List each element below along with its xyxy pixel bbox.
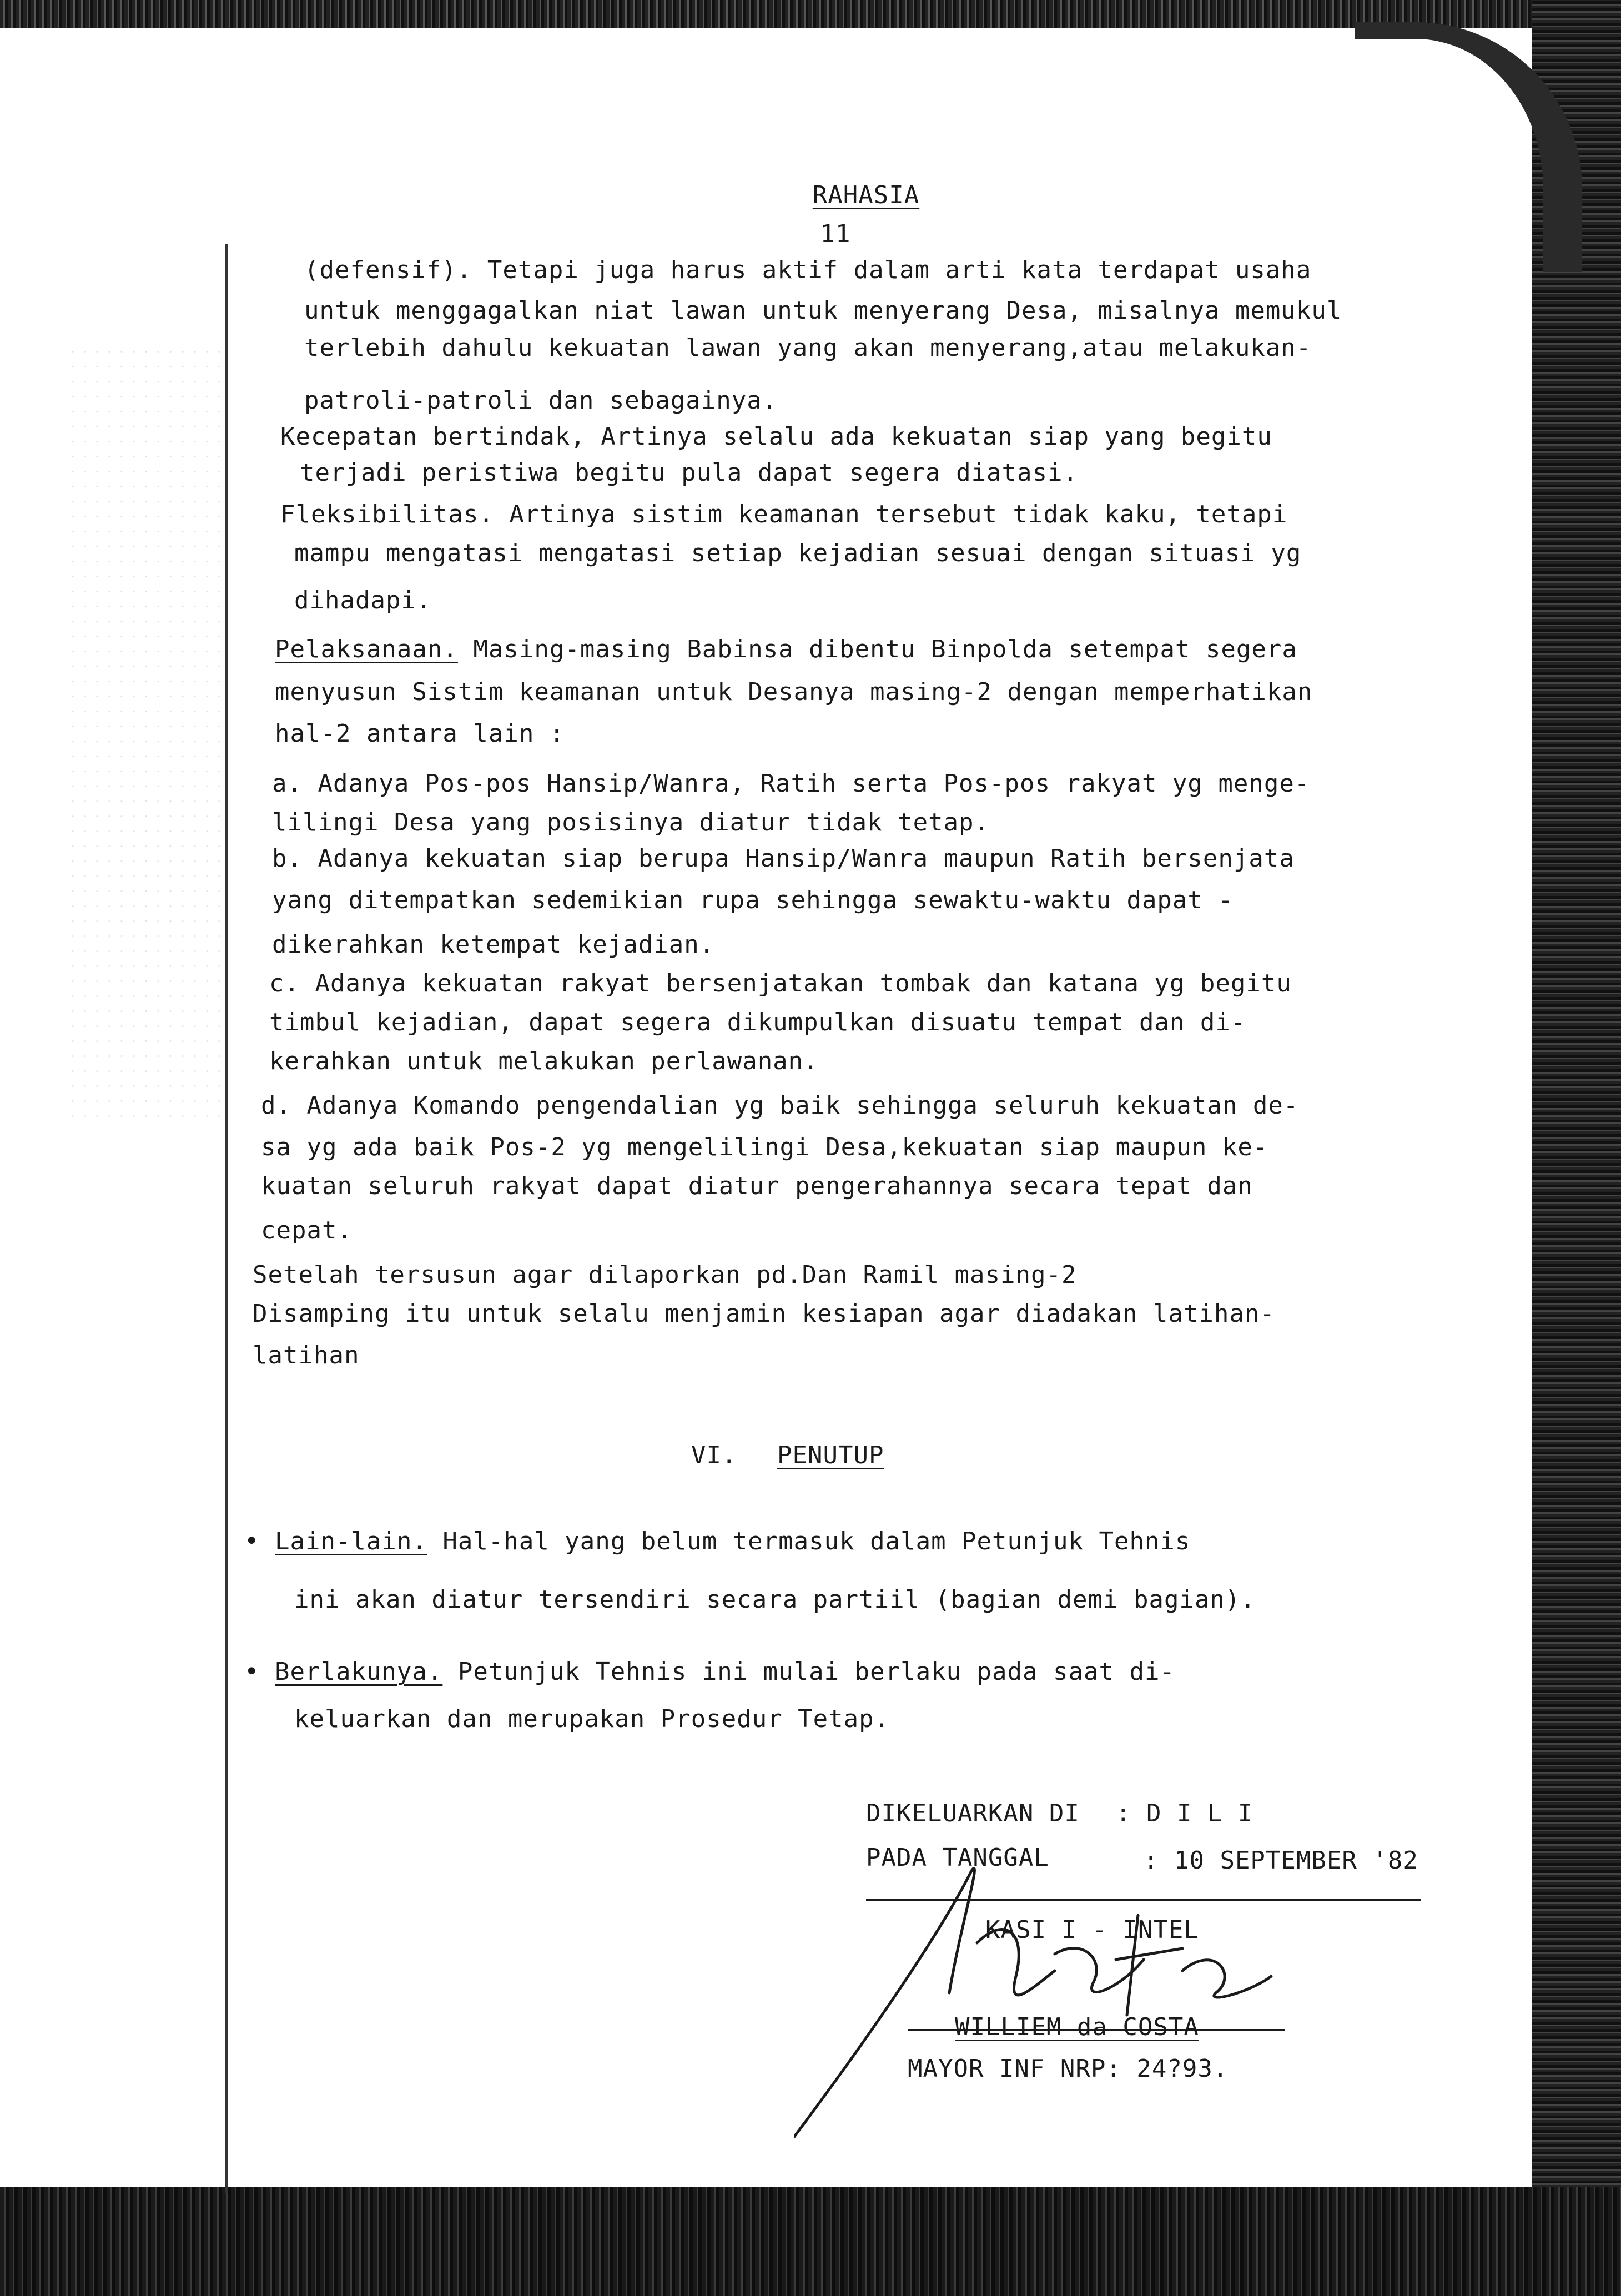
page-left-edge	[225, 244, 228, 2193]
closing-line: Setelah tersusun agar dilaporkan pd.Dan Ramil masing-2	[253, 1261, 1077, 1289]
pelaksanaan-line	[275, 637, 1297, 662]
berlakunya-cont: keluarkan dan merupakan Prosedur Tetap.	[294, 1705, 890, 1733]
issued-at-label: DIKELUARKAN DI	[866, 1799, 1080, 1827]
issued-date-label: PADA TANGGAL	[866, 1844, 1049, 1872]
berlakunya-text: Petunjuk Tehnis ini mulai berlaku pada saat di-	[442, 1658, 1175, 1686]
body-line: hal-2 antara lain :	[275, 719, 565, 748]
body-line: (defensif). Tetapi juga harus aktif dalam arti kata terdapat usaha	[304, 256, 1312, 284]
closing-line: Disamping itu untuk selalu menjamin kesiapan agar diadakan latihan-	[253, 1300, 1275, 1328]
lain-lain-line: • Lain-lain. Hal-hal yang belum termasuk dalam Petunjuk Tehnis	[244, 1527, 1191, 1555]
item-c: c. Adanya kekuatan rakyat bersenjatakan tombak dan katana yg begitu	[269, 969, 1292, 998]
item-a: a. Adanya Pos-pos Hansip/Wanra, Ratih serta Pos-pos rakyat yg menge-	[272, 769, 1310, 798]
scan-right-edge	[1532, 0, 1621, 2296]
issued-date-value: : 10 SEPTEMBER '82	[1144, 1846, 1418, 1875]
body-line: patroli-patroli dan sebagainya.	[304, 386, 778, 415]
berlakunya-heading: Berlakunya.	[274, 1658, 443, 1686]
item-c-cont: timbul kejadian, dapat segera dikumpulkan disuatu tempat dan di-	[269, 1008, 1246, 1036]
section-number: VI.	[691, 1441, 737, 1469]
issued-at-value: : D I L I	[1116, 1799, 1253, 1827]
body-line: terjadi peristiwa begitu pula dapat segera diatasi.	[300, 459, 1079, 487]
body-line: untuk menggagalkan niat lawan untuk menyerang Desa, misalnya memukul	[304, 296, 1342, 325]
handwritten-signature	[794, 1849, 1293, 2171]
classification-header: RAHASIA	[812, 181, 920, 209]
signatory-name: WILLIEM da COSTA	[955, 2013, 1199, 2041]
body-line: terlebih dahulu kekuatan lawan yang akan menyerang,atau melakukan-	[304, 334, 1312, 362]
pelaksanaan-heading: Pelaksanaan.	[275, 635, 458, 663]
lain-lain-heading: Lain-lain.	[274, 1527, 427, 1555]
item-d-cont: cepat.	[261, 1216, 353, 1245]
body-line: dihadapi.	[294, 586, 432, 615]
item-d: d. Adanya Komando pengendalian yg baik sehingga seluruh kekuatan de-	[261, 1091, 1299, 1120]
page-number: 11	[820, 220, 851, 248]
berlakunya-line: • Berlakunya. Petunjuk Tehnis ini mulai berlaku pada saat di-	[244, 1658, 1175, 1686]
item-d-cont: sa yg ada baik Pos-2 yg mengelilingi Desa,kekuatan siap maupun ke-	[261, 1133, 1268, 1161]
signatory-rank: MAYOR INF NRP: 24?93.	[908, 2055, 1229, 2083]
bullet-kecepatan: Kecepatan bertindak, Artinya selalu ada kekuatan siap yang begitu	[280, 422, 1272, 451]
margin-noise	[67, 344, 222, 1121]
body-line: mampu mengatasi mengatasi setiap kejadian sesuai dengan situasi yg	[294, 539, 1302, 567]
body-line: menyusun Sistim keamanan untuk Desanya masing-2 dengan memperhatikan	[275, 678, 1313, 706]
item-b: b. Adanya kekuatan siap berupa Hansip/Wanra maupun Ratih bersenjata	[272, 844, 1295, 873]
item-a-cont: lilingi Desa yang posisinya diatur tidak tetap.	[272, 808, 990, 837]
bullet-fleksibilitas: Fleksibilitas. Artinya sistim keamanan tersebut tidak kaku, tetapi	[280, 500, 1288, 528]
item-c-cont: kerahkan untuk melakukan perlawanan.	[269, 1047, 819, 1075]
closing-line: latihan	[253, 1341, 360, 1369]
lain-lain-cont: ini akan diatur tersendiri secara partiil (bagian demi bagian).	[294, 1585, 1256, 1614]
pelaksanaan-text: Masing-masing Babinsa dibentu Binpolda setempat segera	[457, 635, 1297, 663]
scan-bottom-edge	[0, 2187, 1621, 2296]
signatory-position: KASI I - INTEL	[985, 1916, 1199, 1944]
item-b-cont: dikerahkan ketempat kejadian.	[272, 930, 715, 959]
lain-lain-text: Hal-hal yang belum termasuk dalam Petunjuk Tehnis	[427, 1527, 1191, 1555]
item-d-cont: kuatan seluruh rakyat dapat diatur pengerahannya secara tepat dan	[261, 1172, 1253, 1200]
item-b-cont: yang ditempatkan sedemikian rupa sehingga sewaktu-waktu dapat -	[272, 886, 1234, 914]
section-title: PENUTUP	[777, 1441, 884, 1469]
